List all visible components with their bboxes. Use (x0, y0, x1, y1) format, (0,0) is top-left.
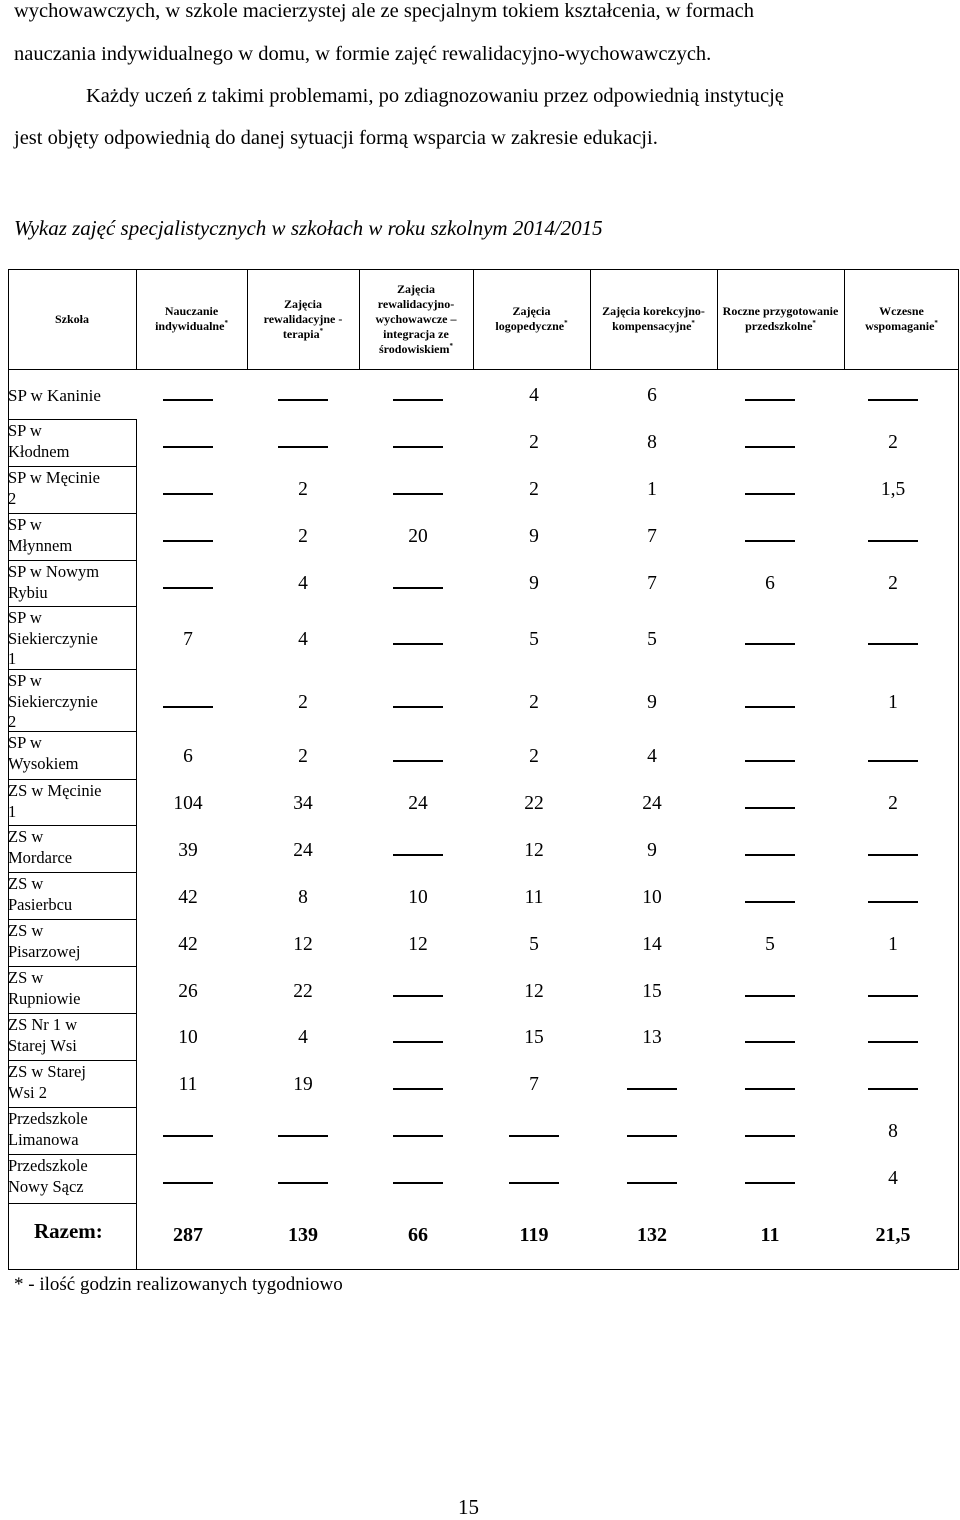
grid-line-vertical (136, 419, 137, 1270)
footnote-marker: * (224, 319, 228, 327)
empty-cell-dash (868, 854, 918, 856)
table-cell: 4 (298, 573, 308, 594)
column-header (249, 271, 357, 367)
empty-cell-dash (868, 643, 918, 645)
school-name: SP w Kaninie (8, 386, 101, 405)
table-cell: 14 (642, 934, 662, 955)
empty-cell-dash (745, 995, 795, 997)
total-cell: 66 (408, 1224, 428, 1246)
table-cell: 10 (178, 1027, 198, 1048)
empty-cell-dash (745, 807, 795, 809)
column-header-text: Wczesne wspomaganie (865, 304, 935, 333)
column-header-text: Zajęcia rewalidacyjno-wychowawcze – integracja ze środowiskiem (375, 281, 457, 356)
empty-cell-dash (393, 1182, 443, 1184)
column-header (475, 271, 588, 367)
empty-cell-dash (868, 995, 918, 997)
paragraph-line: nauczania indywidualnego w domu, w formie zajęć rewalidacyjno-wychowawczych. (14, 43, 712, 65)
column-header-text: Roczne przygotowanie przedszkolne (722, 304, 839, 333)
school-name: SP w Nowym Rybiu (8, 562, 100, 602)
column-header (10, 271, 134, 367)
table-cell: 5 (529, 934, 539, 955)
empty-cell-dash (745, 399, 795, 401)
empty-cell-dash (278, 1182, 328, 1184)
grid-line-vertical (247, 269, 248, 369)
table-cell: 22 (293, 981, 313, 1002)
grid-line-horizontal (8, 966, 136, 967)
table-cell: 12 (408, 934, 428, 955)
grid-line-horizontal (8, 466, 136, 467)
grid-line-vertical (136, 269, 137, 369)
empty-cell-dash (745, 1088, 795, 1090)
empty-cell-dash (627, 1135, 677, 1137)
table-cell: 9 (529, 526, 539, 547)
empty-cell-dash (868, 1088, 918, 1090)
empty-cell-dash (393, 493, 443, 495)
empty-cell-dash (868, 1041, 918, 1043)
table-cell: 7 (529, 1074, 539, 1095)
footnote: * - ilość godzin realizowanych tygodniowo (14, 1274, 343, 1295)
empty-cell-dash (393, 587, 443, 589)
school-name: SP w Kłodnem (8, 421, 70, 461)
grid-line-vertical (359, 269, 360, 369)
total-cell: 119 (519, 1224, 549, 1246)
grid-line-horizontal (8, 1107, 136, 1108)
table-cell: 1 (888, 934, 898, 955)
school-name: Przedszkole Nowy Sącz (8, 1156, 88, 1196)
empty-cell-dash (278, 399, 328, 401)
grid-line-horizontal (8, 872, 136, 873)
footnote-marker: * (934, 319, 938, 327)
school-name: SP w Siekierczynie 1 (8, 608, 98, 668)
grid-line-horizontal (8, 606, 136, 607)
table-cell: 9 (647, 840, 657, 861)
empty-cell-dash (393, 399, 443, 401)
paragraph-line: wychowawczych, w szkole macierzystej ale ze specjalnym tokiem kształcenia, w formach (14, 0, 754, 22)
empty-cell-dash (163, 446, 213, 448)
footnote-marker: * (319, 326, 324, 335)
table-cell: 6 (647, 385, 657, 406)
table-cell: 4 (888, 1168, 898, 1189)
school-name: ZS w Pisarzowej (8, 921, 81, 961)
empty-cell-dash (393, 1041, 443, 1043)
table-cell: 2 (529, 746, 539, 767)
empty-cell-dash (627, 1182, 677, 1184)
table-cell: 12 (293, 934, 313, 955)
table-cell: 2 (298, 526, 308, 547)
table-cell: 15 (642, 981, 662, 1002)
table-cell: 10 (408, 887, 428, 908)
table-cell: 2 (888, 573, 898, 594)
table-cell: 19 (293, 1074, 313, 1095)
footnote-marker: * (564, 319, 568, 327)
empty-cell-dash (393, 446, 443, 448)
grid-line-horizontal (8, 419, 136, 420)
empty-cell-dash (745, 901, 795, 903)
empty-cell-dash (868, 540, 918, 542)
total-cell: 21,5 (875, 1224, 911, 1246)
empty-cell-dash (163, 706, 213, 708)
table-cell: 7 (647, 573, 657, 594)
grid-line-vertical (473, 269, 474, 369)
total-cell: 11 (760, 1224, 780, 1246)
empty-cell-dash (868, 901, 918, 903)
empty-cell-dash (393, 854, 443, 856)
table-cell: 8 (888, 1121, 898, 1142)
grid-line-horizontal (8, 919, 136, 920)
table-cell: 1,5 (880, 479, 906, 500)
table-cell: 4 (529, 385, 539, 406)
school-name: ZS w Pasierbcu (8, 874, 73, 914)
table-cell: 24 (293, 840, 313, 861)
table-title: Wykaz zajęć specjalistycznych w szkołach w roku szkolnym 2014/2015 (14, 216, 603, 240)
empty-cell-dash (278, 1135, 328, 1137)
table-cell: 11 (524, 887, 544, 908)
empty-cell-dash (163, 493, 213, 495)
table-cell: 42 (178, 887, 198, 908)
table-cell: 2 (888, 793, 898, 814)
column-header-text: Zajęcia logopedyczne (495, 304, 565, 333)
table-cell: 6 (765, 573, 775, 594)
footnote-marker: * (449, 341, 453, 350)
school-name: ZS w Męcinie 1 (8, 781, 102, 821)
grid-line-horizontal (8, 1154, 136, 1155)
table-cell: 4 (298, 629, 308, 650)
empty-cell-dash (393, 643, 443, 645)
column-header (719, 271, 842, 367)
empty-cell-dash (509, 1182, 559, 1184)
empty-cell-dash (745, 643, 795, 645)
grid-line-horizontal (8, 513, 136, 514)
table-cell: 34 (293, 793, 313, 814)
column-header-text: Nauczanie indywidualne (155, 304, 225, 333)
table-cell: 15 (524, 1027, 544, 1048)
empty-cell-dash (393, 706, 443, 708)
grid-line-vertical (717, 269, 718, 369)
table-cell: 7 (647, 526, 657, 547)
school-name: ZS w Starej Wsi 2 (8, 1062, 86, 1102)
empty-cell-dash (627, 1088, 677, 1090)
school-name: SP w Męcinie 2 (8, 468, 100, 508)
data-table (8, 269, 959, 1270)
table-cell: 24 (408, 793, 428, 814)
empty-cell-dash (163, 1182, 213, 1184)
column-header-text: Szkoła (54, 311, 89, 326)
school-name: SP w Siekierczynie 2 (8, 671, 98, 731)
total-cell: 132 (637, 1224, 667, 1246)
table-cell: 2 (529, 692, 539, 713)
empty-cell-dash (745, 854, 795, 856)
table-cell: 11 (178, 1074, 198, 1095)
school-name: ZS w Rupniowie (8, 968, 81, 1008)
school-name: SP w Młynnem (8, 515, 73, 555)
column-header (361, 271, 471, 367)
table-cell: 42 (178, 934, 198, 955)
table-cell: 24 (642, 793, 662, 814)
table-cell: 13 (642, 1027, 662, 1048)
table-cell: 12 (524, 981, 544, 1002)
school-name: ZS w Mordarce (8, 827, 73, 867)
table-cell: 5 (529, 629, 539, 650)
empty-cell-dash (509, 1135, 559, 1137)
empty-cell-dash (278, 446, 328, 448)
empty-cell-dash (745, 760, 795, 762)
school-name: Przedszkole Limanowa (8, 1109, 88, 1149)
table-cell: 1 (888, 692, 898, 713)
school-name: ZS Nr 1 w Starej Wsi (8, 1015, 78, 1055)
grid-line-horizontal (8, 369, 959, 370)
table-cell: 26 (178, 981, 198, 1002)
column-header (138, 271, 245, 367)
empty-cell-dash (868, 760, 918, 762)
empty-cell-dash (163, 1135, 213, 1137)
empty-cell-dash (745, 540, 795, 542)
page-number: 15 (458, 1495, 479, 1519)
empty-cell-dash (745, 493, 795, 495)
empty-cell-dash (163, 399, 213, 401)
empty-cell-dash (745, 706, 795, 708)
grid-line-horizontal (8, 1013, 136, 1014)
grid-line-horizontal (8, 779, 136, 780)
column-header (592, 271, 715, 367)
table-cell: 2 (298, 479, 308, 500)
total-label: Razem: (34, 1219, 103, 1243)
table-cell: 6 (183, 746, 193, 767)
table-cell: 2 (529, 479, 539, 500)
table-cell: 10 (642, 887, 662, 908)
table-cell: 39 (178, 840, 198, 861)
empty-cell-dash (393, 1135, 443, 1137)
grid-line-vertical (590, 269, 591, 369)
column-header-text: Zajęcia korekcyjno-kompensacyjne (602, 304, 705, 333)
column-header (846, 271, 957, 367)
table-cell: 8 (298, 887, 308, 908)
empty-cell-dash (393, 995, 443, 997)
table-cell: 104 (173, 793, 203, 814)
table-cell: 9 (647, 692, 657, 713)
empty-cell-dash (745, 1182, 795, 1184)
table-cell: 2 (888, 432, 898, 453)
table-cell: 2 (298, 746, 308, 767)
empty-cell-dash (163, 587, 213, 589)
table-cell: 9 (529, 573, 539, 594)
empty-cell-dash (163, 540, 213, 542)
grid-line-horizontal (8, 825, 136, 826)
grid-line-horizontal (8, 1203, 136, 1204)
total-cell: 139 (288, 1224, 318, 1246)
table-cell: 1 (647, 479, 657, 500)
paragraph-line: Każdy uczeń z takimi problemami, po zdiagnozowaniu przez odpowiednią instytucję (86, 85, 784, 107)
table-cell: 7 (183, 629, 193, 650)
footnote-marker: * (691, 319, 695, 327)
table-cell: 2 (298, 692, 308, 713)
table-cell: 5 (765, 934, 775, 955)
table-cell: 5 (647, 629, 657, 650)
table-cell: 4 (647, 746, 657, 767)
empty-cell-dash (745, 1135, 795, 1137)
total-cell: 287 (173, 1224, 203, 1246)
grid-line-horizontal (8, 560, 136, 561)
grid-line-horizontal (8, 1060, 136, 1061)
empty-cell-dash (745, 446, 795, 448)
empty-cell-dash (745, 1041, 795, 1043)
table-cell: 8 (647, 432, 657, 453)
table-cell: 22 (524, 793, 544, 814)
table-cell: 4 (298, 1027, 308, 1048)
table-cell: 20 (408, 526, 428, 547)
grid-line-vertical (844, 269, 845, 369)
table-cell: 2 (529, 432, 539, 453)
footnote-marker: * (812, 319, 816, 327)
empty-cell-dash (868, 399, 918, 401)
empty-cell-dash (393, 1088, 443, 1090)
school-name: SP w Wysokiem (8, 733, 79, 773)
table-cell: 12 (524, 840, 544, 861)
paragraph-line: jest objęty odpowiednią do danej sytuacji formą wsparcia w zakresie edukacji. (14, 127, 658, 149)
column-header-text: Zajęcia rewalidacyjne - terapia (263, 296, 343, 341)
empty-cell-dash (393, 760, 443, 762)
